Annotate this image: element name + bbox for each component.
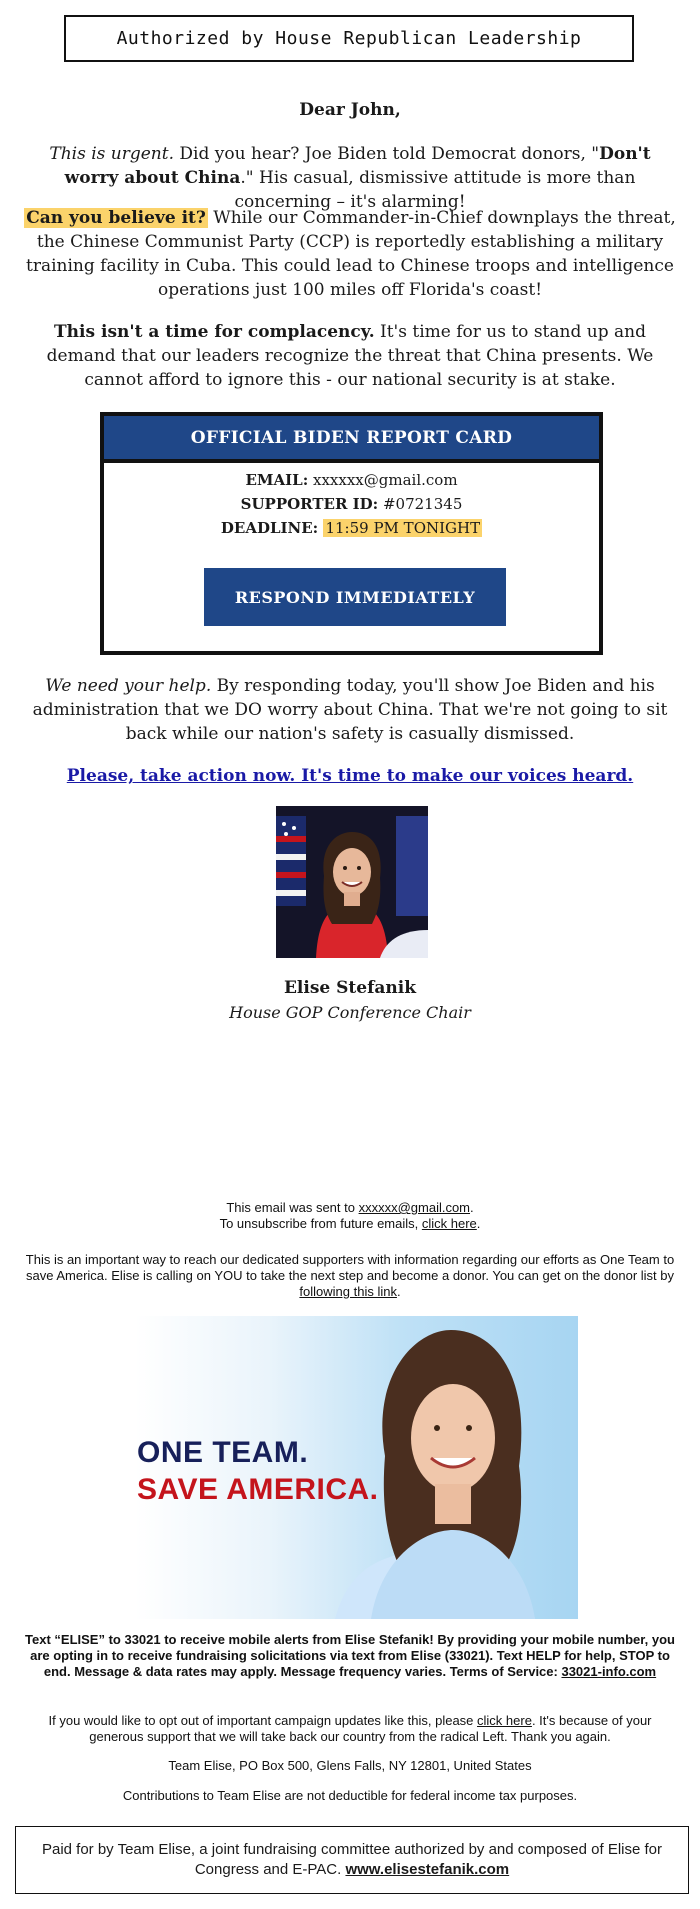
paragraph-urgent bbox=[20, 142, 680, 214]
footer-donor-text bbox=[20, 1252, 680, 1300]
p2-text: While our Commander-in-Chief downplays the threat, the Chinese Communist Party (CCP) is reportedly establishing a military training facility in Cuba. This could lead to Chinese troops and intelligence operations just 100 miles off Florida's coast! bbox=[26, 208, 676, 300]
paid-for-statement: Paid for by Team Elise, a joint fundraising committee authorized by and composed of Elise for Congress and E-PAC. bbox=[41, 1841, 663, 1878]
footer-sent-to bbox=[20, 1200, 680, 1232]
donor-text: This is an important way to reach our dedicated supporters with information regarding our efforts as One Team to save America. Elise is calling on YOU to take the next step and become a donor. You can get on the donor list by bbox=[25, 1252, 675, 1283]
email-label: EMAIL: bbox=[245, 471, 309, 489]
p1-quote: Don't worry about China bbox=[64, 144, 651, 188]
p3-text: It's time for us to stand up and demand that our leaders recognize the threat that China presents. We cannot afford to ignore this - our national security is at stake. bbox=[46, 322, 654, 390]
signature-name: Elise Stefanik bbox=[283, 978, 417, 998]
paid-for-text bbox=[36, 1840, 668, 1880]
donor-list-link[interactable]: following this link bbox=[299, 1284, 397, 1299]
unsub-suffix: . bbox=[476, 1216, 481, 1231]
sms-text: Text “ELISE” to 33021 to receive mobile alerts from Elise Stefanik! By providing your mobile number, you are opting in to receive fundraising solicitations via text from Elise (33021). Text HELP for help, STOP to end. Message & data rates may apply. Message frequency varies. Terms of Service: bbox=[25, 1632, 675, 1679]
paid-for-box bbox=[15, 1826, 689, 1894]
footer-address: Team Elise, PO Box 500, Glens Falls, NY 12801, United States bbox=[168, 1758, 532, 1773]
take-action-link[interactable]: Please, take action now. It's time to make our voices heard. bbox=[66, 766, 634, 786]
portrait-illustration bbox=[276, 806, 428, 958]
report-card-deadline bbox=[104, 516, 599, 540]
donor-suffix: . bbox=[396, 1284, 401, 1299]
report-card-email bbox=[104, 468, 599, 492]
report-card-title: OFFICIAL BIDEN REPORT CARD bbox=[104, 416, 599, 463]
urgent-italic: This is urgent. bbox=[49, 144, 174, 164]
p4-text: By responding today, you'll show Joe Biden and his administration that we DO worry about China. That we're not going to sit back while our nation's safety is casually dismissed. bbox=[32, 676, 668, 744]
flag-icon bbox=[276, 816, 306, 906]
paragraph-complacency bbox=[20, 320, 680, 392]
authorized-by-box bbox=[64, 15, 634, 62]
p1-text-a: Did you hear? Joe Biden told Democrat donors, " bbox=[174, 144, 600, 164]
banner-one-team: ONE TEAM. bbox=[137, 1436, 309, 1469]
email-value: xxxxxx@gmail.com bbox=[308, 471, 458, 489]
believe-highlight: Can you believe it? bbox=[26, 208, 206, 228]
report-card-supporter bbox=[104, 492, 599, 516]
sent-to-line bbox=[20, 1200, 680, 1216]
sent-to-email-link[interactable]: xxxxxx@gmail.com bbox=[358, 1200, 471, 1215]
terms-link[interactable]: 33021-info.com bbox=[561, 1664, 657, 1679]
respond-immediately-button[interactable]: RESPOND IMMEDIATELY bbox=[204, 568, 506, 626]
report-card bbox=[100, 412, 603, 655]
complacency-bold: This isn't a time for complacency. bbox=[54, 322, 375, 342]
greeting: Dear John, bbox=[299, 100, 401, 120]
banner-save-america: SAVE AMERICA. bbox=[137, 1473, 379, 1506]
signature-title: House GOP Conference Chair bbox=[229, 1003, 471, 1022]
optout-suffix: . It's because of your generous support that we will take back our country from the radical Left. Thank you again. bbox=[89, 1713, 652, 1744]
footer-optout bbox=[20, 1713, 680, 1745]
footer-sms-text bbox=[20, 1632, 680, 1680]
one-team-banner bbox=[135, 1316, 578, 1619]
help-italic: We need your help. bbox=[45, 676, 212, 696]
footer-tax-note: Contributions to Team Elise are not deductible for federal income tax purposes. bbox=[122, 1788, 578, 1803]
website-link[interactable]: www.elisestefanik.com bbox=[345, 1861, 510, 1878]
p1-text-b: ." His casual, dismissive attitude is more than concerning – it's alarming! bbox=[234, 168, 636, 212]
paragraph-help bbox=[20, 674, 680, 746]
signature-photo bbox=[276, 806, 428, 958]
unsub-prefix: To unsubscribe from future emails, bbox=[219, 1216, 422, 1231]
sent-to-prefix: This email was sent to bbox=[226, 1200, 359, 1215]
authorized-by-text: Authorized by House Republican Leadership bbox=[116, 28, 582, 49]
paragraph-believe bbox=[20, 206, 680, 302]
sent-to-suffix: . bbox=[470, 1200, 474, 1215]
supporter-value: #0721345 bbox=[378, 495, 463, 513]
deadline-value: 11:59 PM TONIGHT bbox=[325, 519, 481, 537]
supporter-label: SUPPORTER ID: bbox=[240, 495, 379, 513]
optout-link[interactable]: click here bbox=[477, 1713, 532, 1728]
unsubscribe-line bbox=[20, 1216, 680, 1232]
unsubscribe-link[interactable]: click here bbox=[421, 1216, 477, 1231]
optout-prefix: If you would like to opt out of important campaign updates like this, please bbox=[48, 1713, 478, 1728]
deadline-label: DEADLINE: bbox=[220, 519, 319, 537]
